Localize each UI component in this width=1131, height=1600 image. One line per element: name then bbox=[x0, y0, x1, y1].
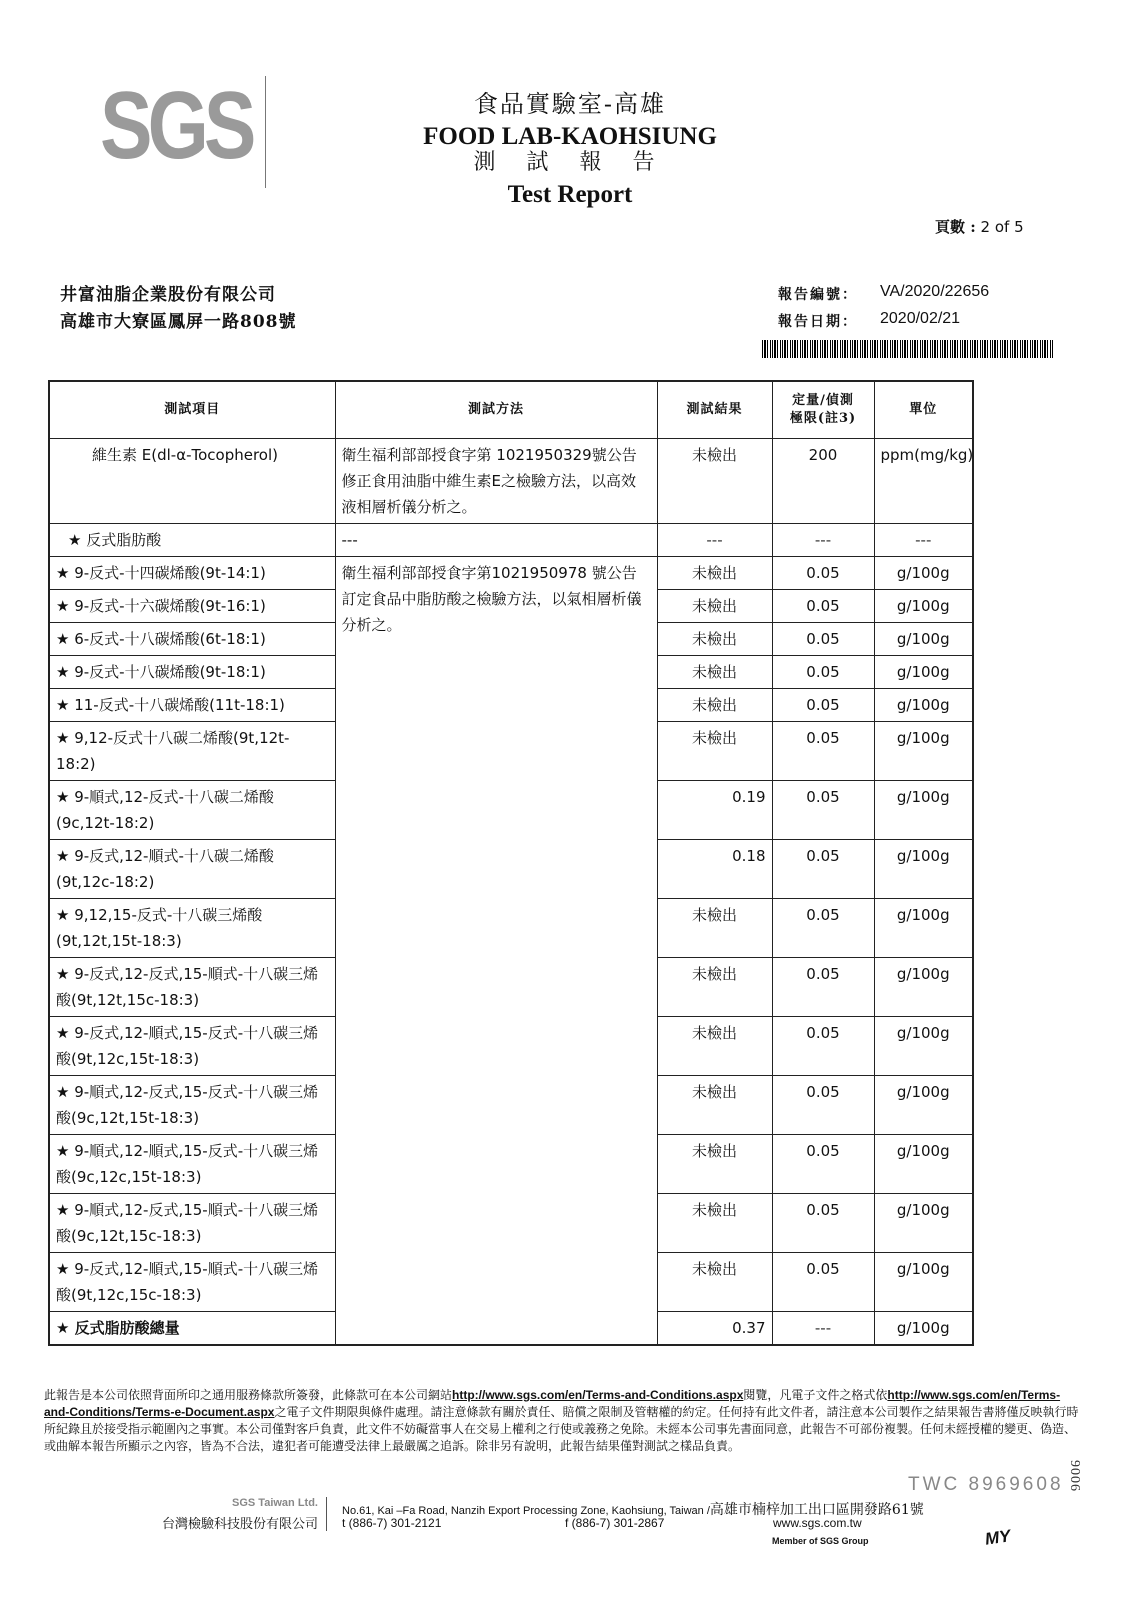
fatty-acid-unit: g/100g bbox=[874, 958, 973, 1017]
fatty-acid-limit: 0.05 bbox=[772, 1194, 874, 1253]
fatty-acid-item: ★ 9-反式,12-順式,15-順式-十八碳三烯酸(9t,12c,15c-18:3) bbox=[49, 1253, 335, 1312]
fatty-acid-unit: g/100g bbox=[874, 781, 973, 840]
footer-divider bbox=[326, 1497, 327, 1531]
fatty-acid-unit: g/100g bbox=[874, 590, 973, 623]
fatty-acid-limit: 0.05 bbox=[772, 1253, 874, 1312]
table-row bbox=[49, 557, 973, 590]
fatty-acid-unit: g/100g bbox=[874, 1017, 973, 1076]
company-name-zh: 台灣檢驗科技股份有限公司 bbox=[161, 1517, 318, 1532]
client-address: 高雄市大寮區鳳屏一路808號 bbox=[60, 312, 297, 332]
page-number bbox=[935, 216, 1024, 237]
fatty-acid-item: ★ 9-反式-十四碳烯酸(9t-14:1) bbox=[49, 557, 335, 590]
vitamin-e-method: 衛生福利部部授食字第 1021950329號公告修正食用油脂中維生素E之檢驗方法，以高效液相層析儀分析之。 bbox=[335, 439, 657, 524]
fatty-acid-result: 未檢出 bbox=[657, 557, 772, 590]
disclaimer-part2: 閱覽，凡電子文件之格式依 bbox=[743, 1388, 888, 1402]
col-header-item: 測試項目 bbox=[49, 381, 335, 439]
fatty-acid-result: 未檢出 bbox=[657, 1194, 772, 1253]
trans-fat-limit: --- bbox=[772, 524, 874, 557]
fatty-acid-item: ★ 9-順式,12-順式,15-反式-十八碳三烯酸(9c,12c,15t-18:3) bbox=[49, 1135, 335, 1194]
fatty-acid-item: ★ 9-反式,12-順式,15-反式-十八碳三烯酸(9t,12c,15t-18:3) bbox=[49, 1017, 335, 1076]
fatty-acid-unit: g/100g bbox=[874, 840, 973, 899]
vitamin-e-result: 未檢出 bbox=[657, 439, 772, 524]
company-address-en: No.61, Kai –Fa Road, Nanzih Export Processing Zone, Kaohsiung, Taiwan / bbox=[342, 1505, 710, 1517]
fatty-acid-unit: g/100g bbox=[874, 722, 973, 781]
fatty-acid-result: 未檢出 bbox=[657, 689, 772, 722]
fatty-acid-result: 0.19 bbox=[657, 781, 772, 840]
fatty-acid-item: ★ 9-順式,12-反式-十八碳二烯酸(9c,12t-18:2) bbox=[49, 781, 335, 840]
fatty-acid-item: ★ 9-順式,12-反式,15-順式-十八碳三烯酸(9c,12t,15c-18:3) bbox=[49, 1194, 335, 1253]
fatty-acid-limit: 0.05 bbox=[772, 623, 874, 656]
fatty-acid-unit: g/100g bbox=[874, 623, 973, 656]
fatty-acid-limit: 0.05 bbox=[772, 1017, 874, 1076]
fatty-acid-result: 未檢出 bbox=[657, 1253, 772, 1312]
col-header-limit-line1: 定量/偵測 bbox=[792, 393, 854, 408]
fatty-acid-result: 未檢出 bbox=[657, 1017, 772, 1076]
terms-link[interactable]: http://www.sgs.com/en/Terms-and-Conditions.aspx bbox=[452, 1388, 744, 1402]
fatty-acid-limit: 0.05 bbox=[772, 781, 874, 840]
disclaimer-text bbox=[44, 1387, 1084, 1455]
report-date-label: 報告日期： bbox=[778, 314, 858, 330]
company-name-en: SGS Taiwan Ltd. bbox=[232, 1497, 318, 1509]
total-unit: g/100g bbox=[874, 1312, 973, 1346]
fatty-acid-item: ★ 9-反式,12-順式-十八碳二烯酸(9t,12c-18:2) bbox=[49, 840, 335, 899]
table-row bbox=[49, 524, 973, 557]
vitamin-e-unit: ppm(mg/kg) bbox=[874, 439, 973, 524]
fatty-acid-result: 未檢出 bbox=[657, 656, 772, 689]
total-result: 0.37 bbox=[657, 1312, 772, 1346]
logo-divider bbox=[265, 76, 266, 188]
fatty-acid-item: ★ 9-反式-十八碳烯酸(9t-18:1) bbox=[49, 656, 335, 689]
fatty-acid-result: 未檢出 bbox=[657, 1076, 772, 1135]
vitamin-e-item: 維生素 E(dl-α-Tocopherol) bbox=[49, 439, 335, 524]
fatty-acid-result: 未檢出 bbox=[657, 1135, 772, 1194]
fatty-acid-method: 衛生福利部部授食字第1021950978 號公告訂定食品中脂肪酸之檢驗方法，以氣相層析儀分析之。 bbox=[335, 557, 657, 1346]
total-item: ★ 反式脂肪酸總量 bbox=[49, 1312, 335, 1346]
company-fax: f (886-7) 301-2867 bbox=[565, 1516, 665, 1530]
report-date-value: 2020/02/21 bbox=[880, 310, 961, 327]
fatty-acid-limit: 0.05 bbox=[772, 722, 874, 781]
results-table bbox=[48, 380, 974, 1346]
trans-fat-result: --- bbox=[657, 524, 772, 557]
fatty-acid-item: ★ 11-反式-十八碳烯酸(11t-18:1) bbox=[49, 689, 335, 722]
fatty-acid-unit: g/100g bbox=[874, 899, 973, 958]
table-header-row bbox=[49, 381, 973, 439]
signature-initials: MY bbox=[983, 1526, 1012, 1549]
col-header-unit: 單位 bbox=[874, 381, 973, 439]
barcode bbox=[762, 340, 1054, 358]
vitamin-e-limit: 200 bbox=[772, 439, 874, 524]
fatty-acid-limit: 0.05 bbox=[772, 557, 874, 590]
fatty-acid-result: 未檢出 bbox=[657, 958, 772, 1017]
table-row bbox=[49, 439, 973, 524]
company-phone: t (886-7) 301-2121 bbox=[342, 1516, 442, 1530]
fatty-acid-limit: 0.05 bbox=[772, 656, 874, 689]
fatty-acid-unit: g/100g bbox=[874, 557, 973, 590]
trans-fat-item: ★ 反式脂肪酸 bbox=[49, 524, 335, 557]
fatty-acid-limit: 0.05 bbox=[772, 689, 874, 722]
fatty-acid-item: ★ 9-反式-十六碳烯酸(9t-16:1) bbox=[49, 590, 335, 623]
fatty-acid-unit: g/100g bbox=[874, 1135, 973, 1194]
fatty-acid-result: 未檢出 bbox=[657, 623, 772, 656]
fatty-acid-result: 未檢出 bbox=[657, 899, 772, 958]
fatty-acid-limit: 0.05 bbox=[772, 899, 874, 958]
fatty-acid-limit: 0.05 bbox=[772, 590, 874, 623]
company-address-zh: 高雄市楠梓加工出口區開發路61號 bbox=[709, 1502, 924, 1518]
trans-fat-method: --- bbox=[335, 524, 657, 557]
fatty-acid-unit: g/100g bbox=[874, 656, 973, 689]
page-number-label: 頁數 : bbox=[935, 218, 976, 236]
fatty-acid-result: 未檢出 bbox=[657, 722, 772, 781]
fatty-acid-unit: g/100g bbox=[874, 1194, 973, 1253]
fatty-acid-limit: 0.05 bbox=[772, 1135, 874, 1194]
fatty-acid-unit: g/100g bbox=[874, 1253, 973, 1312]
member-of-sgs-group: Member of SGS Group bbox=[772, 1536, 869, 1546]
col-header-limit-line2: 極限(註3) bbox=[789, 411, 857, 426]
fatty-acid-limit: 0.05 bbox=[772, 1076, 874, 1135]
fatty-acid-item: ★ 6-反式-十八碳烯酸(6t-18:1) bbox=[49, 623, 335, 656]
lab-title-en: FOOD LAB-KAOHSIUNG bbox=[423, 123, 717, 150]
report-no-value: VA/2020/22656 bbox=[880, 283, 990, 300]
fatty-acid-result: 0.18 bbox=[657, 840, 772, 899]
fatty-acid-item: ★ 9,12-反式十八碳二烯酸(9t,12t-18:2) bbox=[49, 722, 335, 781]
client-name: 井富油脂企業股份有限公司 bbox=[60, 285, 276, 305]
e-document-terms-link[interactable]: http://www.sgs.com/en/Terms-and-Conditions/Terms-e-Document.aspx bbox=[44, 1388, 1061, 1419]
col-header-method: 測試方法 bbox=[335, 381, 657, 439]
disclaimer-part1: 此報告是本公司依照背面所印之通用服務條款所簽發，此條款可在本公司網站 bbox=[44, 1388, 453, 1402]
fatty-acid-limit: 0.05 bbox=[772, 840, 874, 899]
total-limit: --- bbox=[772, 1312, 874, 1346]
fatty-acid-result: 未檢出 bbox=[657, 590, 772, 623]
twc-serial: TWC 8969608 bbox=[908, 1474, 1064, 1495]
report-title-zh: 測 試 報 告 bbox=[473, 150, 667, 175]
fatty-acid-unit: g/100g bbox=[874, 1076, 973, 1135]
fatty-acid-item: ★ 9,12,15-反式-十八碳三烯酸(9t,12t,15t-18:3) bbox=[49, 899, 335, 958]
fatty-acid-limit: 0.05 bbox=[772, 958, 874, 1017]
lab-title-zh: 食品實驗室-高雄 bbox=[473, 90, 667, 118]
col-header-result: 測試結果 bbox=[657, 381, 772, 439]
fatty-acid-item: ★ 9-順式,12-反式,15-反式-十八碳三烯酸(9c,12t,15t-18:3) bbox=[49, 1076, 335, 1135]
sgs-logo: SGS bbox=[100, 72, 252, 179]
report-no-label: 報告編號： bbox=[778, 287, 858, 303]
trans-fat-unit: --- bbox=[874, 524, 973, 557]
fatty-acid-unit: g/100g bbox=[874, 689, 973, 722]
disclaimer-part3: 之電子文件期限與條件處理。請注意條款有關於責任、賠償之限制及管轄權的約定。任何持有此文件者，請注意本公司製作之結果報告書將僅反映執行時所紀錄且於接受指示範圍內之事實。本公司僅對客戶負責，此文件不妨礙當事人在交易上權利之行使或義務之免除。未經本公司事先書面同意，此報告不可部份複製。任何未經授權的變更、偽造、或曲解本報告所顯示之內容，皆為不合法，違犯者可能遭受法律上最嚴厲之追訴。除非另有說明，此報告結果僅對測試之樣品負責。 bbox=[44, 1405, 1079, 1453]
report-title-en: Test Report bbox=[507, 181, 633, 208]
fatty-acid-item: ★ 9-反式,12-反式,15-順式-十八碳三烯酸(9t,12t,15c-18:3) bbox=[49, 958, 335, 1017]
page-number-value: 2 of 5 bbox=[980, 218, 1024, 236]
col-header-limit bbox=[772, 381, 874, 439]
vertical-code: 9006 bbox=[1067, 1460, 1082, 1492]
company-website[interactable]: www.sgs.com.tw bbox=[773, 1516, 862, 1530]
